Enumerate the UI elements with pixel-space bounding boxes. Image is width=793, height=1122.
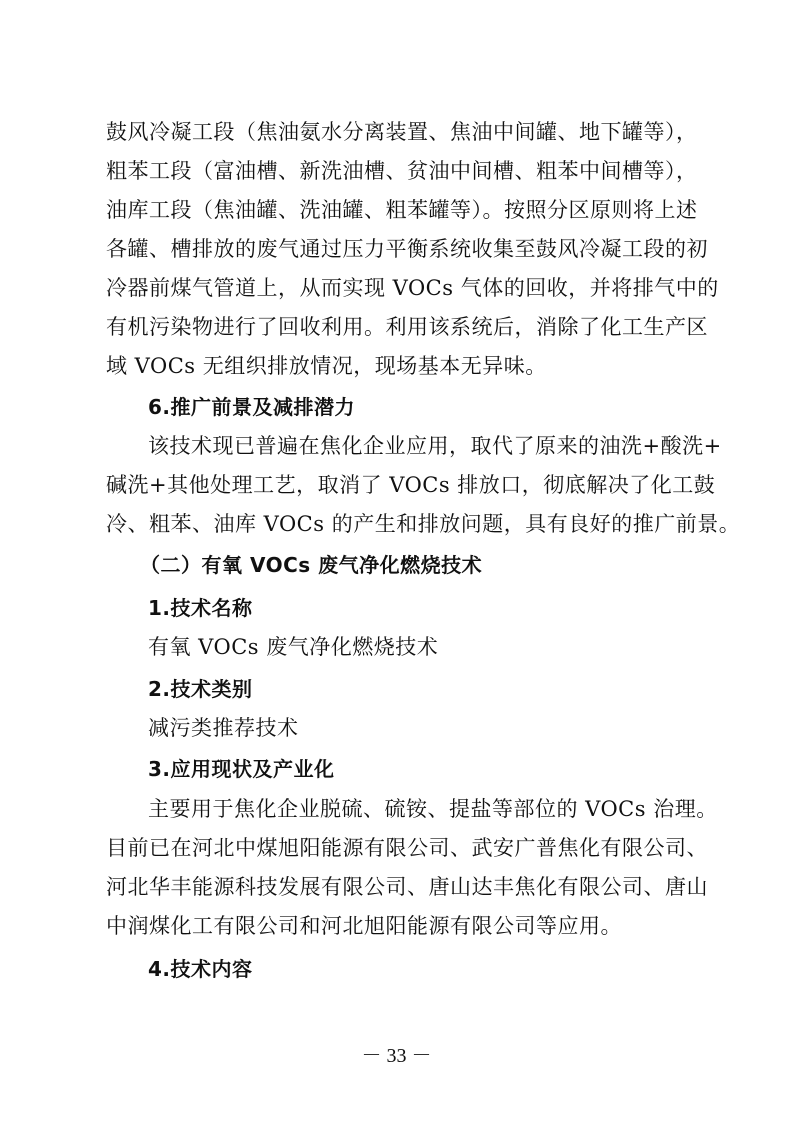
item3-line-2: 目前已在河北中煤旭阳能源有限公司、武安广普焦化有限公司、	[106, 836, 708, 860]
section-heading-6: 6.推广前景及减排潜力	[148, 395, 356, 419]
section6-line-3: 冷、粗苯、油库 VOCs 的产生和排放问题，具有良好的推广前景。	[106, 512, 741, 536]
item1-heading: 1.技术名称	[148, 596, 253, 620]
item2-heading: 2.技术类别	[148, 677, 253, 701]
item4-heading: 4.技术内容	[148, 957, 253, 981]
body-line-3: 油库工段（焦油罐、洗油罐、粗苯罐等）。按照分区原则将上述	[106, 198, 698, 222]
body-line-1: 鼓风冷凝工段（焦油氨水分离装置、焦油中间罐、地下罐等），	[106, 120, 698, 144]
subsection-heading: （二）有氧 VOCs 废气净化燃烧技术	[140, 553, 483, 577]
item1-text: 有氧 VOCs 废气净化燃烧技术	[148, 635, 439, 659]
item3-heading: 3.应用现状及产业化	[148, 757, 335, 781]
body-line-7: 域 VOCs 无组织排放情况，现场基本无异味。	[106, 354, 547, 378]
item3-line-1: 主要用于焦化企业脱硫、硫铵、提盐等部位的 VOCs 治理。	[148, 797, 718, 821]
section6-line-1: 该技术现已普遍在焦化企业应用，取代了原来的油洗+酸洗+	[148, 434, 722, 458]
body-line-6: 有机污染物进行了回收利用。利用该系统后，消除了化工生产区	[106, 315, 708, 339]
body-line-5: 冷器前煤气管道上，从而实现 VOCs 气体的回收，并将排气中的	[106, 276, 719, 300]
item3-line-4: 中润煤化工有限公司和河北旭阳能源有限公司等应用。	[106, 914, 622, 938]
body-line-2: 粗苯工段（富油槽、新洗油槽、贫油中间槽、粗苯中间槽等），	[106, 159, 698, 183]
body-line-4: 各罐、槽排放的废气通过压力平衡系统收集至鼓风冷凝工段的初	[106, 237, 708, 261]
section6-line-2: 碱洗+其他处理工艺，取消了 VOCs 排放口，彻底解决了化工鼓	[106, 473, 716, 497]
item3-line-3: 河北华丰能源科技发展有限公司、唐山达丰焦化有限公司、唐山	[106, 875, 708, 899]
page-number: － 33 －	[361, 1045, 432, 1067]
item2-text: 减污类推荐技术	[148, 716, 299, 740]
